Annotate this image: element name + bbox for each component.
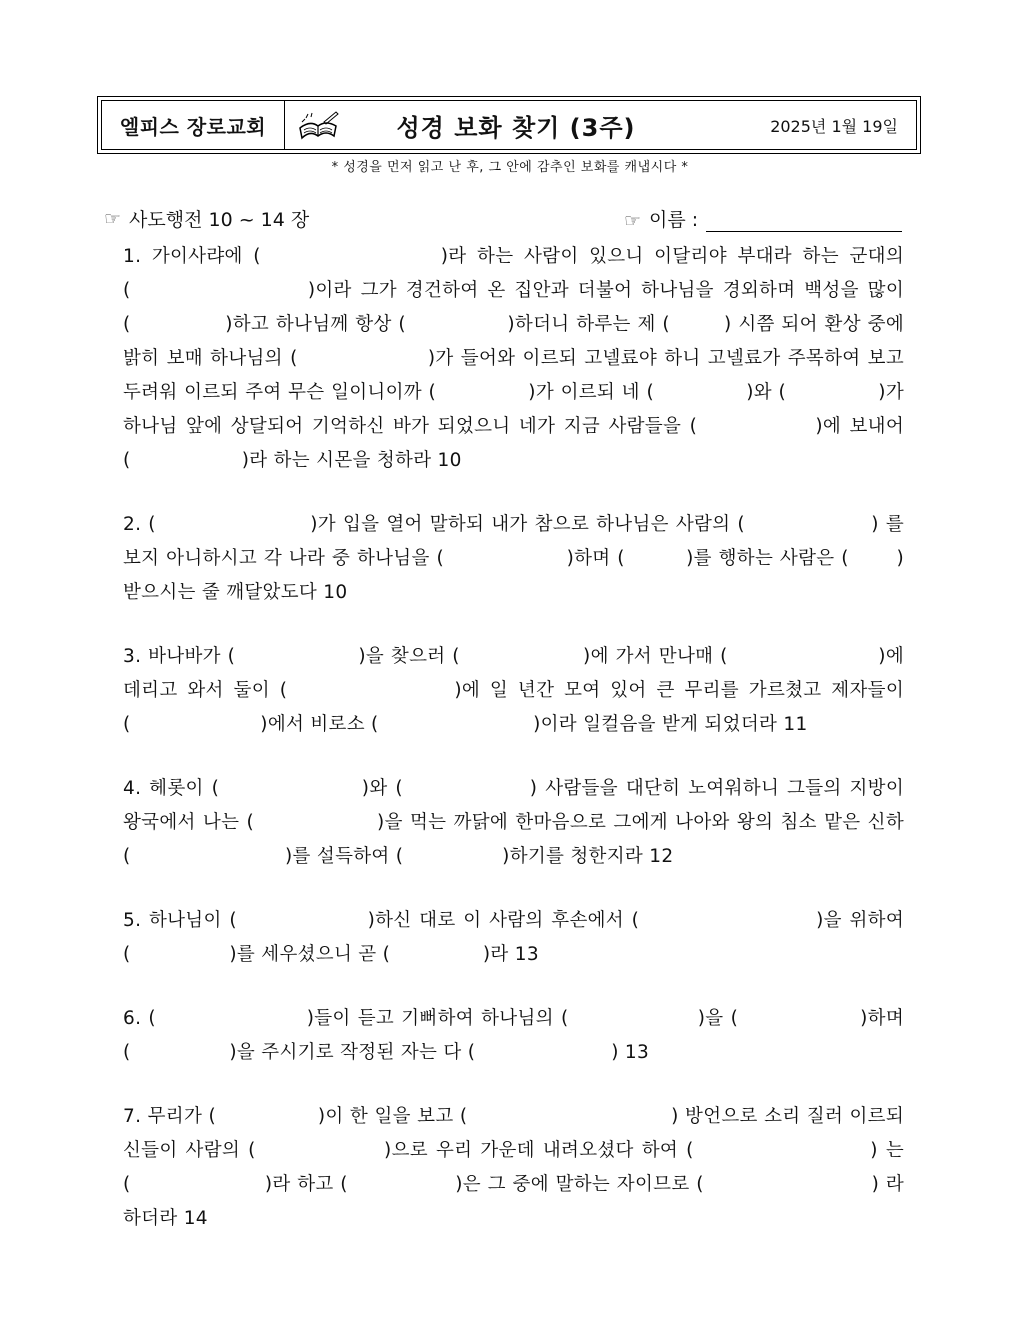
header-box <box>97 96 921 154</box>
reading-scope <box>104 205 309 232</box>
question-7: 7. 무리가 ( )이 한 일을 보고 ( ) 방언으로 소리 질러 이르되 신들이 사람의 ( )으로 우리 가운데 내려오셨다 하여 ( ) 는 ( )라 하고 ( )은 그 중에 말하는 자이므로 ( ) 라 하더라 14 <box>123 1106 904 1229</box>
name-blank-line[interactable] <box>706 209 902 232</box>
pointing-hand-icon: ☞ <box>104 207 122 230</box>
name-label: 이름 : <box>649 209 699 231</box>
question-1: 1. 가이사랴에 ( )라 하는 사람이 있으니 이달리야 부대라 하는 군대의 ( )이라 그가 경건하여 온 집안과 더불어 하나님을 경외하며 백성을 많이 ( )하고 하나님께 항상 ( )하더니 하루는 제 ( ) 시쯤 되어 환상 중에 밝히 보매 하나님의 ( )가 들어와 이르되 고넬료야 하니 고넬료가 주목하여 보고 두려워 이르되 주여 무슨 일이니이까 ( )가 이르되 네 ( )와 ( )가 하나님 앞에 상달되어 기억하신 바가 되었으니 네가 지금 사람들을 ( )에 보내어 ( )라 하는 시몬을 청하라 10 <box>123 246 904 471</box>
open-book-icon-graphic <box>296 108 340 142</box>
question-6: 6. ( )들이 듣고 기뻐하여 하나님의 ( )을 ( )하며 ( )을 주시기로 작정된 자는 다 ( ) 13 <box>123 1008 904 1063</box>
page-title: 성경 보화 찾기 (3주) <box>396 113 636 142</box>
question-list <box>123 240 904 1266</box>
reading-scope-text: 사도행전 10 ~ 14 장 <box>129 209 310 231</box>
question-2: 2. ( )가 입을 열어 말하되 내가 참으로 하나님은 사람의 ( ) 를 보지 아니하시고 각 나라 중 하나님을 ( )하며 ( )를 행하는 사람은 ( ) 받으시는 줄 깨달았도다 10 <box>123 514 904 603</box>
church-name: 엘피스 장로교회 <box>102 101 285 149</box>
question-4: 4. 헤롯이 ( )와 ( ) 사람들을 대단히 노여워하니 그들의 지방이 왕국에서 나는 ( )을 먹는 까닭에 한마음으로 그에게 나아와 왕의 침소 맡은 신하 ( )를 설득하여 ( )하기를 청한지라 12 <box>123 778 904 867</box>
question-3: 3. 바나바가 ( )을 찾으러 ( )에 가서 만나매 ( )에 데리고 와서 둘이 ( )에 일 년간 모여 있어 큰 무리를 가르쳤고 제자들이 ( )에서 비로소 ( )이라 일컬음을 받게 되었더라 11 <box>123 646 904 735</box>
open-book-icon <box>285 101 351 149</box>
pointing-hand-icon: ☞ <box>624 210 642 232</box>
name-field <box>624 205 902 232</box>
header-inner-frame <box>101 100 917 150</box>
question-5: 5. 하나님이 ( )하신 대로 이 사람의 후손에서 ( )을 위하여 ( )를 세우셨으니 곧 ( )라 13 <box>123 910 904 965</box>
worksheet-date: 2025년 1월 19일 <box>770 116 898 136</box>
instruction-note: * 성경을 먼저 읽고 난 후, 그 안에 감추인 보화를 캐냅시다 * <box>331 160 689 175</box>
